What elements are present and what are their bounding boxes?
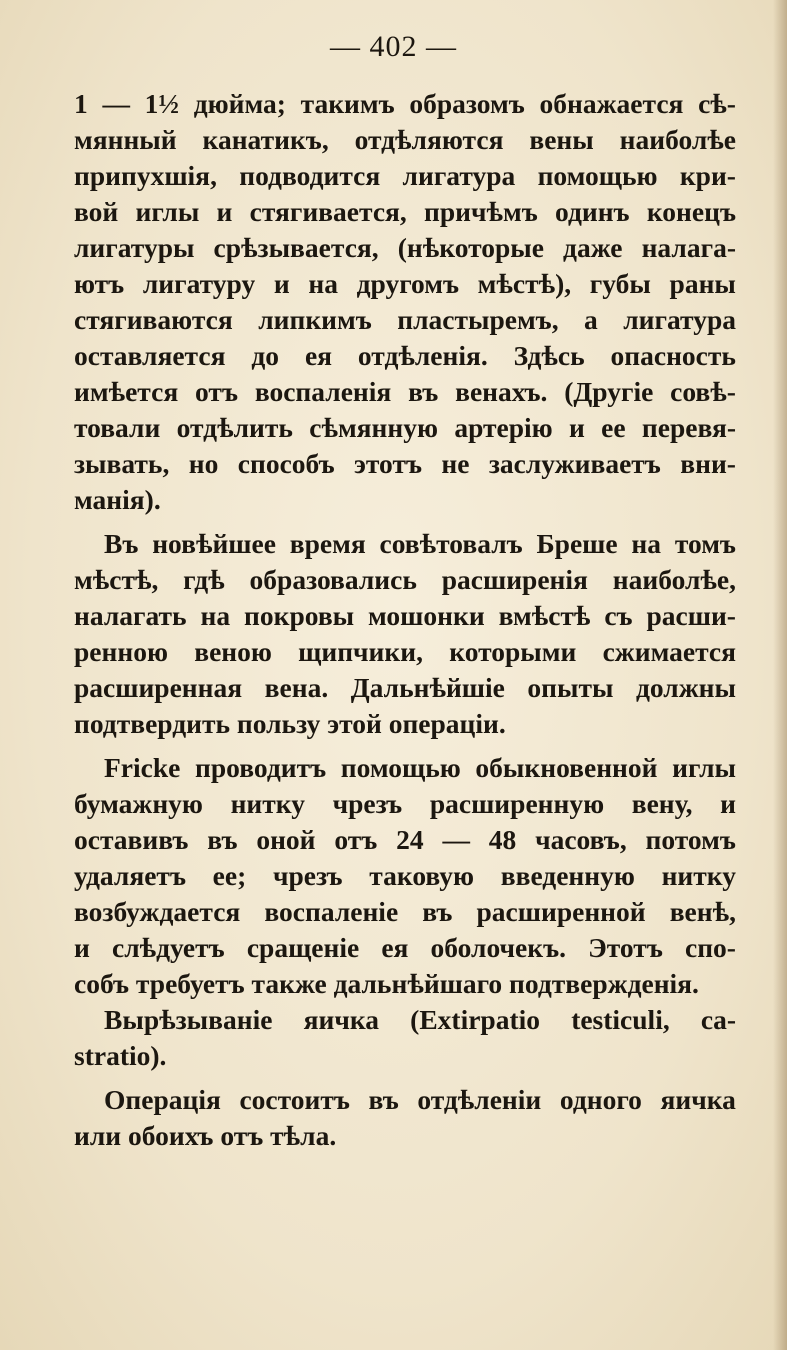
word: спо- [684,932,736,963]
word: покровы [244,600,355,631]
word: ея [381,932,409,963]
text-line [74,598,736,634]
word: мѣстѣ), [477,268,572,299]
word: стягиваются [74,304,233,335]
word: ca- [700,1004,736,1035]
word: въ [207,824,238,855]
word: отъ [334,824,378,855]
word: зывать, [74,448,170,479]
word: мѣстѣ, [74,564,159,595]
text-line: подтвердить пользу этой операціи. [74,708,506,739]
text-line [74,1082,736,1118]
word: и [74,932,90,963]
word: и [720,788,736,819]
text-line [74,266,736,302]
text-line [74,894,736,930]
word: вены [529,124,594,155]
word: другомъ [356,268,460,299]
word: чрезъ [272,860,343,891]
paragraph [74,750,736,1002]
word: съ [604,600,633,631]
text-line [74,446,736,482]
word: — [442,824,470,855]
word: гдѣ [183,564,225,595]
word: ренною [74,636,168,667]
word: лигатуры [74,232,195,263]
word: яичка [660,1084,736,1115]
word: даже [563,232,623,263]
text-line: stratio). [74,1040,167,1071]
word: отдѣляются [354,124,504,155]
word: и [216,196,233,227]
word: артерію [454,412,553,443]
word: одинъ [555,196,630,227]
word: обыкновенной [475,752,658,783]
text-line [74,194,736,230]
word: расширенія [441,564,588,595]
word: возбуждается [74,896,241,927]
text-line: собъ требуетъ также дальнѣйшаго подтвержденія. [74,968,699,999]
word: конецъ [646,196,736,227]
text-line [74,786,736,822]
word: мошонки [368,600,485,631]
word: липкимъ [258,304,372,335]
word: опасность [610,340,736,371]
word: на [631,528,662,559]
word: канатикъ, [202,124,329,155]
word: удаляетъ [74,860,186,891]
text-line [74,86,736,122]
word: оболочекъ. [430,932,566,963]
word: оной [256,824,316,855]
word: воспаленія [254,376,392,407]
word: расширенной [476,896,646,927]
text-line [74,158,736,194]
word: новѣйшее [152,528,276,559]
text-line: или обоихъ отъ тѣла. [74,1120,337,1151]
word: расширенную [429,788,605,819]
word: отдѣленія. [357,340,488,371]
word: яичка [303,1004,380,1035]
word: губы [589,268,651,299]
word: отдѣлить [176,412,293,443]
word: мянный [74,124,177,155]
word: пластыремъ, [397,304,559,335]
word: венѣ, [669,896,736,927]
word: товали [74,412,161,443]
word: слѣдуетъ [111,932,225,963]
word: совѣтовалъ [379,528,523,559]
word: подводится [239,160,381,191]
word: вой [74,196,119,227]
word: образовались [249,564,417,595]
word: обнажается [539,88,684,119]
word: отъ [195,376,238,407]
word: Этотъ [588,932,663,963]
word: таковую [369,860,475,891]
word: Въ [104,528,139,559]
word: расши- [646,600,736,631]
word: лигатуру [142,268,256,299]
word: совѣ- [670,376,736,407]
text-line [74,930,736,966]
word: ее; [212,860,247,891]
text-line [74,822,736,858]
text-line [74,122,736,158]
word: отдѣленіи [417,1084,542,1115]
text-line [74,750,736,786]
word: наиболѣе [619,124,736,155]
word: 24 [396,824,424,855]
word: иглы [135,196,200,227]
word: должны [635,672,736,703]
text-line [74,634,736,670]
page-number: — 402 — [330,30,457,63]
word: кри- [679,160,736,191]
word: вена. [264,672,329,703]
word: до [251,340,280,371]
word: и [273,268,290,299]
word: на [200,600,231,631]
text-line [74,526,736,562]
word: testiculi, [571,1004,670,1035]
word: 1½ [144,88,179,119]
paragraph [74,86,736,518]
word: оставляется [74,340,226,371]
word: опыты [527,672,614,703]
word: помощью [537,160,658,191]
paragraph [74,1082,736,1154]
word: помощью [340,752,461,783]
text-line [74,374,736,410]
word: не [441,448,470,479]
word: а [584,304,598,335]
word: сращеніе [246,932,360,963]
word: часовъ, [535,824,627,855]
word: налага- [641,232,736,263]
word: заслуживаетъ [488,448,661,479]
word: Бреше [536,528,618,559]
page-spine-shadow [773,0,787,1350]
word: въ [368,1084,399,1115]
text-line [74,302,736,338]
paragraph [74,526,736,742]
word: такимъ [300,88,395,119]
word: раны [669,268,736,299]
word: нитку [230,788,305,819]
word: вни- [680,448,736,479]
word: иглы [672,752,736,783]
text-line [74,410,736,446]
word: стягивается, [249,196,407,227]
word: щипчики, [298,636,423,667]
word: въ [422,896,453,927]
word: которыми [449,636,577,667]
word: имѣется [74,376,179,407]
text-line [74,670,736,706]
word: сѣмянную [309,412,439,443]
word: налагать [74,600,187,631]
word: вену, [631,788,693,819]
word: причѣмъ [424,196,538,227]
word: воспаленіе [264,896,399,927]
word: введенную [500,860,635,891]
word: сжимается [602,636,736,667]
word: (Другіе [564,376,654,407]
word: ея [304,340,333,371]
word: время [289,528,366,559]
word: на [308,268,338,299]
word: лигатура [402,160,516,191]
word: (нѣкоторые [397,232,544,263]
word: ютъ [74,268,125,299]
word: срѣзывается, [213,232,379,263]
word: образомъ [409,88,525,119]
word: въ [408,376,439,407]
word: Fricke [104,752,181,783]
section-heading [74,1002,736,1074]
word: бумажную [74,788,203,819]
word: наиболѣе, [612,564,736,595]
text-line [74,1002,736,1038]
word: оставивъ [74,824,189,855]
word: состоитъ [239,1084,350,1115]
word: 48 [488,824,517,855]
text-line [74,230,736,266]
word: веною [194,636,272,667]
word: расширенная [74,672,243,703]
word: Дальнѣйшіе [350,672,505,703]
word: вмѣстѣ [498,600,591,631]
word: проводитъ [195,752,327,783]
text-line: манія). [74,484,161,515]
word: одного [559,1084,642,1115]
word: Операція [104,1084,221,1115]
text-line [74,858,736,894]
word: потомъ [645,824,736,855]
word: ее [601,412,626,443]
word: припухшія, [74,160,217,191]
word: дюйма; [193,88,286,119]
word: (Extirpatio [410,1004,541,1035]
word: Вырѣзываніе [104,1004,273,1035]
word: лигатура [623,304,736,335]
word: нитку [661,860,736,891]
text-line [74,338,736,374]
body-text [74,86,736,1154]
word: венахъ. [455,376,548,407]
word: сѣ- [698,88,736,119]
word: способъ [237,448,335,479]
word: и [569,412,585,443]
word: чрезъ [332,788,403,819]
word: Здѣсь [513,340,585,371]
word: томъ [674,528,736,559]
word: но [188,448,219,479]
word: — [102,88,130,119]
word: этотъ [354,448,422,479]
word: 1 [74,88,88,119]
text-line [74,562,736,598]
word: перевя- [641,412,736,443]
